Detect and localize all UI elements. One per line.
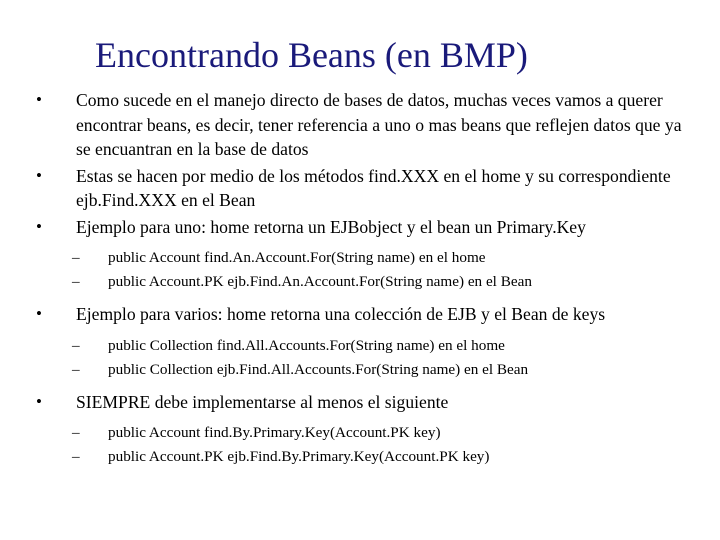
dash-icon: –: [72, 424, 80, 441]
bullet-icon: •: [36, 304, 42, 323]
sub-item-text: public Collection find.All.Accounts.For(String name) en el home: [108, 336, 505, 354]
sub-item: [0, 246, 720, 270]
bullet-text: Estas se hacen por medio de los métodos find.XXX en el home y su correspondiente ejb.Find.XXX en el Bean: [76, 165, 671, 210]
bullet-text: Ejemplo para varios: home retorna una colección de EJB y el Bean de keys: [76, 304, 606, 324]
sub-item: [0, 445, 720, 469]
sub-list: [0, 421, 720, 469]
sub-list: [0, 334, 720, 382]
bullet-item: [0, 390, 720, 415]
bullet-icon: •: [36, 90, 42, 109]
slide-title: Encontrando Beans (en BMP): [95, 35, 528, 75]
dash-icon: –: [72, 273, 80, 290]
bullet-icon: •: [36, 391, 42, 411]
dash-icon: –: [72, 360, 80, 378]
sub-item: [0, 334, 720, 358]
sub-item-text: public Account find.An.Account.For(String name) en el home: [108, 249, 486, 266]
dash-icon: –: [72, 448, 80, 465]
bullet-item: [0, 88, 720, 162]
sub-item-text: public Collection ejb.Find.All.Accounts.For(String name) en el Bean: [108, 360, 529, 378]
bullet-item: [0, 164, 720, 213]
sub-list: [0, 246, 720, 294]
sub-item: [0, 421, 720, 445]
bullet-icon: •: [36, 216, 42, 236]
bullet-text: SIEMPRE debe implementarse al menos el siguiente: [76, 391, 449, 412]
bullet-text: Ejemplo para uno: home retorna un EJBobject y el bean un Primary.Key: [76, 216, 586, 237]
dash-icon: –: [72, 249, 80, 266]
sub-item: [0, 270, 720, 294]
bullet-item: [0, 215, 720, 240]
sub-item-text: public Account.PK ejb.Find.By.Primary.Key(Account.PK key): [108, 448, 490, 465]
bullet-text: Como sucede en el manejo directo de bases de datos, muchas veces vamos a querer encontrar beans, es decir, tener referencia a uno o mas beans que reflejen datos que ya se encuantran en la base de datos: [76, 90, 682, 159]
sub-item-text: public Account.PK ejb.Find.An.Account.For(String name) en el Bean: [108, 273, 532, 290]
sub-item-text: public Account find.By.Primary.Key(Account.PK key): [108, 424, 441, 441]
dash-icon: –: [72, 336, 80, 354]
slide-body: [0, 88, 720, 477]
bullet-icon: •: [36, 165, 42, 185]
bullet-item: [0, 302, 720, 327]
sub-item: [0, 358, 720, 382]
